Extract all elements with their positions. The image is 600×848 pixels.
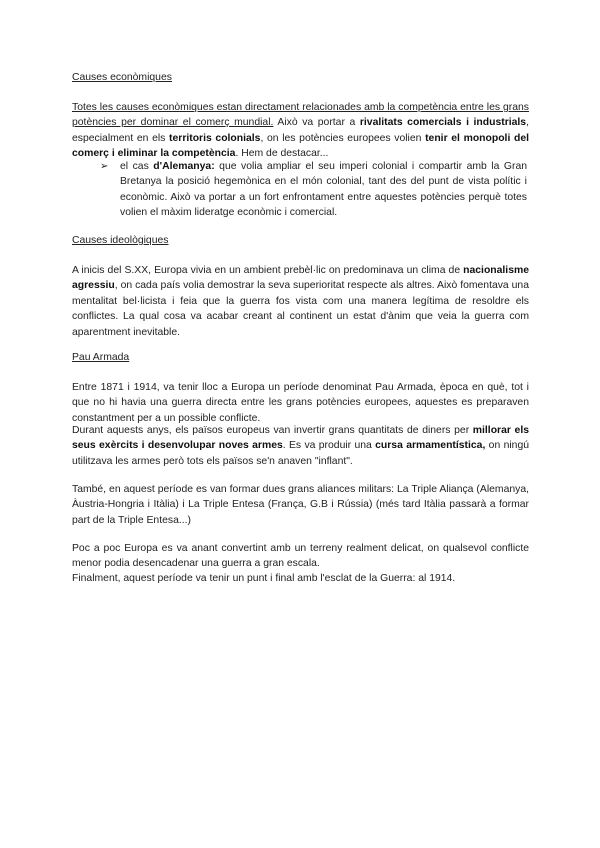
arrow-bullet-icon: ➢ — [100, 161, 109, 172]
bold-millorar: millorar els seus exèrcits i desenvolupar noves armes — [72, 425, 529, 452]
paragraph-causes-ideologiques: A inicis del S.XX, Europa vivia en un ambient prebèl·lic on predominava un clima de nacionalisme agressiu, on cada país volia demostrar la seva superioritat respecte als altres. Això fomentava una mentalitat bel·licista i feia que la guerra fos vista com una manera legítima de resoldre els conflictes. La qual cosa va acabar creant al continent un estat d'ànim que veia la guerra com aparentment inevitable. — [72, 265, 529, 338]
paragraph-pau-armada-5: Finalment, aquest període va tenir un punt i final amb l'esclat de la Guerra: al 1914. — [72, 573, 456, 584]
bold-rivalitats: rivalitats comercials i industrials — [359, 117, 527, 129]
paragraph-pau-armada-1: Entre 1871 i 1914, va tenir lloc a Europa un període denominat Pau Armada, època en què, tot i que no hi havia una guerra directa entre les grans potències europees, aquestes es preparaven constantment per a un possible conflicte. — [72, 382, 529, 424]
heading-causes-ideologiques: Causes ideològiques — [72, 235, 169, 246]
underlined-sentence: Totes les causes econòmiques estan directament relacionades amb la competència entre les grans potències per dominar el comerç mundial. — [72, 102, 529, 129]
bold-cursa: cursa armamentística, — [375, 440, 486, 452]
bold-monopoli: tenir el monopoli del comerç i eliminar la competència — [72, 132, 530, 160]
heading-pau-armada: Pau Armada — [72, 352, 130, 363]
heading-causes-economiques: Causes econòmiques — [72, 72, 172, 83]
bold-territoris: territoris colonials — [169, 132, 261, 144]
bullet-item-alemanya: ➢ el cas d'Alemanya: que volia ampliar el seu imperi colonial i compartir amb la Gran Bretanya la posició hegemònica en el món colonial, tant des del punt de vista polític i econòmic. Això va portar a un fort enfrontament entre aquestes potències perquè totes volien el màxim lideratge econòmic i comercial. — [100, 161, 528, 219]
bold-nacionalisme: nacionalisme agressiu — [72, 265, 529, 292]
paragraph-pau-armada-4: Poc a poc Europa es va anant convertint amb un terreny realment delicat, on qualsevol conflicte menor podia desencadenar una guerra a gran escala. — [72, 543, 529, 570]
paragraph-pau-armada-2: Durant aquests anys, els països europeus van invertir grans quantitats de diners per millorar els seus exèrcits i desenvolupar noves armes. Es va produir una cursa armamentística, on ningú utilitzava les armes però tots els països se'n anaven "inflant". — [72, 425, 530, 467]
bold-alemanya: d'Alemanya: — [153, 161, 215, 172]
paragraph-causes-economiques: Totes les causes econòmiques estan directament relacionades amb la competència entre les grans potències per dominar el comerç mundial. Això va portar a rivalitats comercials i industrials, especialment en els territoris colonials, on les potències europees volien tenir el monopoli del comerç i eliminar la competència. Hem de destacar... — [72, 102, 530, 160]
paragraph-pau-armada-3: També, en aquest període es van formar dues grans aliances militars: La Triple Aliança (Alemanya, Àustria-Hongria i Itàlia) i La Triple Entesa (França, G.B i Rússia) (més tard Itàlia passarà a formar part de la Triple Entesa...) — [72, 484, 529, 526]
